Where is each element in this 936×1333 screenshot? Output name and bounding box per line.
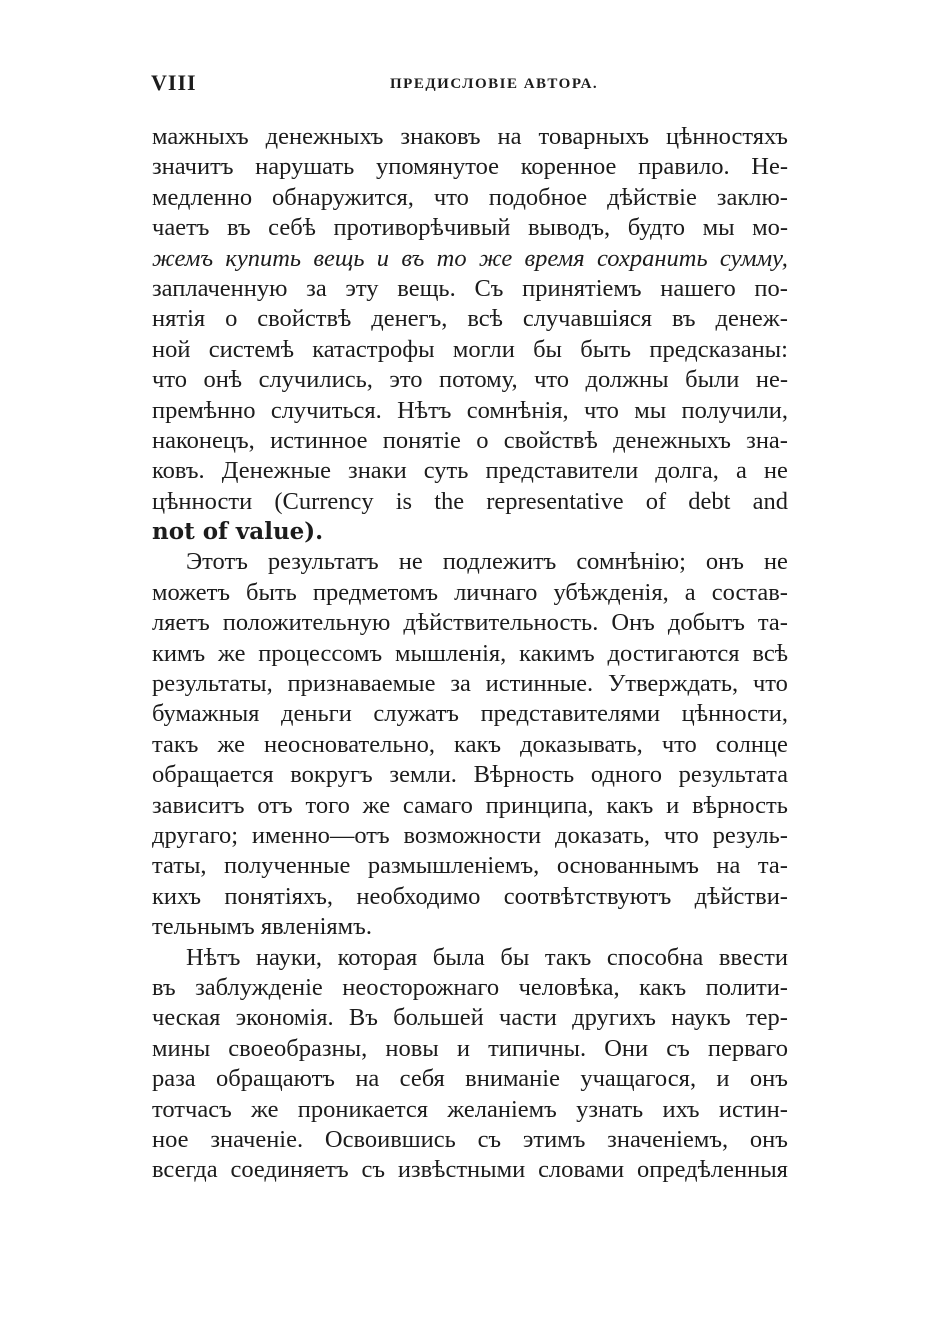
text-line: ковъ. Денежные знаки суть представители долга, а не [152,457,788,485]
text-line: въ заблужденіе неосторожнаго человѣка, какъ полити- [152,973,788,1001]
text-line: тельнымъ явленіямъ. [152,913,372,941]
text-line: другаго; именно—отъ возможности доказать, что резуль- [152,821,788,849]
text-line: ческая экономія. Въ большей части другихъ наукъ тер- [152,1004,788,1032]
text-line: Нѣтъ науки, которая была бы такъ способна ввести [186,943,788,971]
text-line: мажныхъ денежныхъ знаковъ на товарныхъ цѣнностяхъ [152,123,788,150]
paragraph-2 [152,547,788,942]
text-line: можетъ быть предметомъ личнаго убѣжденія, а состав- [152,578,788,606]
text-line: значитъ нарушать упомянутое коренное правило. Не- [152,153,788,181]
text-line: кимъ же процессомъ мышленія, какимъ достигаются всѣ [152,639,788,667]
page-number: VIII [151,70,197,95]
text-line: что онѣ случились, это потому, что должны были не- [152,366,788,394]
text-line: таты, полученные размышленіемъ, основаннымъ на та- [152,852,788,880]
text-line: цѣнности (Currency is the representative of debt and [152,487,788,515]
text-line: нятія о свойствѣ денегъ, всѣ случавшіяся въ денеж- [152,305,788,333]
text-line: мины своеобразны, новы и типичны. Они съ перваго [152,1034,788,1062]
text-line: зависитъ отъ того же самаго принципа, какъ и вѣрность [152,791,788,819]
text-line: результаты, признаваемые за истинные. Утверждать, что [152,670,788,698]
text-line: кихъ понятіяхъ, необходимо соотвѣтствуютъ дѣйстви- [152,882,788,910]
text-line: чаетъ въ себѣ противорѣчивый выводъ, будто мы мо- [152,214,788,242]
text-line: премѣнно случиться. Нѣтъ сомнѣнія, что мы получили, [152,396,788,424]
text-line: всегда соединяетъ съ извѣстными словами опредѣленныя [152,1156,788,1184]
text-line: ной системѣ катастрофы могли бы быть предсказаны: [152,335,788,363]
text-line: медленно обнаружится, что подобное дѣйствіе заклю- [152,183,788,211]
text-line: такъ же неосновательно, какъ доказывать, что солнце [152,730,788,758]
text-line: тотчасъ же проникается желаніемъ узнать ихъ истин- [152,1095,788,1123]
text-line: ляетъ положительную дѣйствительность. Онъ добытъ та- [152,609,788,637]
body-text [152,122,788,1186]
text-line: раза обращаютъ на себя вниманіе учащагося, и онъ [152,1065,788,1093]
paragraph-1 [152,122,788,547]
text-line: not of value). [152,518,324,546]
text-line: обращается вокругъ земли. Вѣрность одного результата [152,761,788,789]
text-line: Этотъ результатъ не подлежитъ сомнѣнію; онъ не [186,548,788,576]
text-line: бумажныя деньги служатъ представителями цѣнности, [152,700,788,728]
text-line: заплаченную за эту вещь. Съ принятіемъ нашего по- [152,274,788,302]
running-head: ПРЕДИСЛОВІЕ АВТОРА. [390,76,599,92]
paragraph-3 [152,943,788,1186]
text-line: наконецъ, истинное понятіе о свойствѣ денежныхъ зна- [152,426,788,454]
text-line: жемъ купить вещь и въ то же время сохранить сумму, [152,244,788,272]
text-line: ное значеніе. Освоившись съ этимъ значеніемъ, онъ [152,1125,788,1153]
